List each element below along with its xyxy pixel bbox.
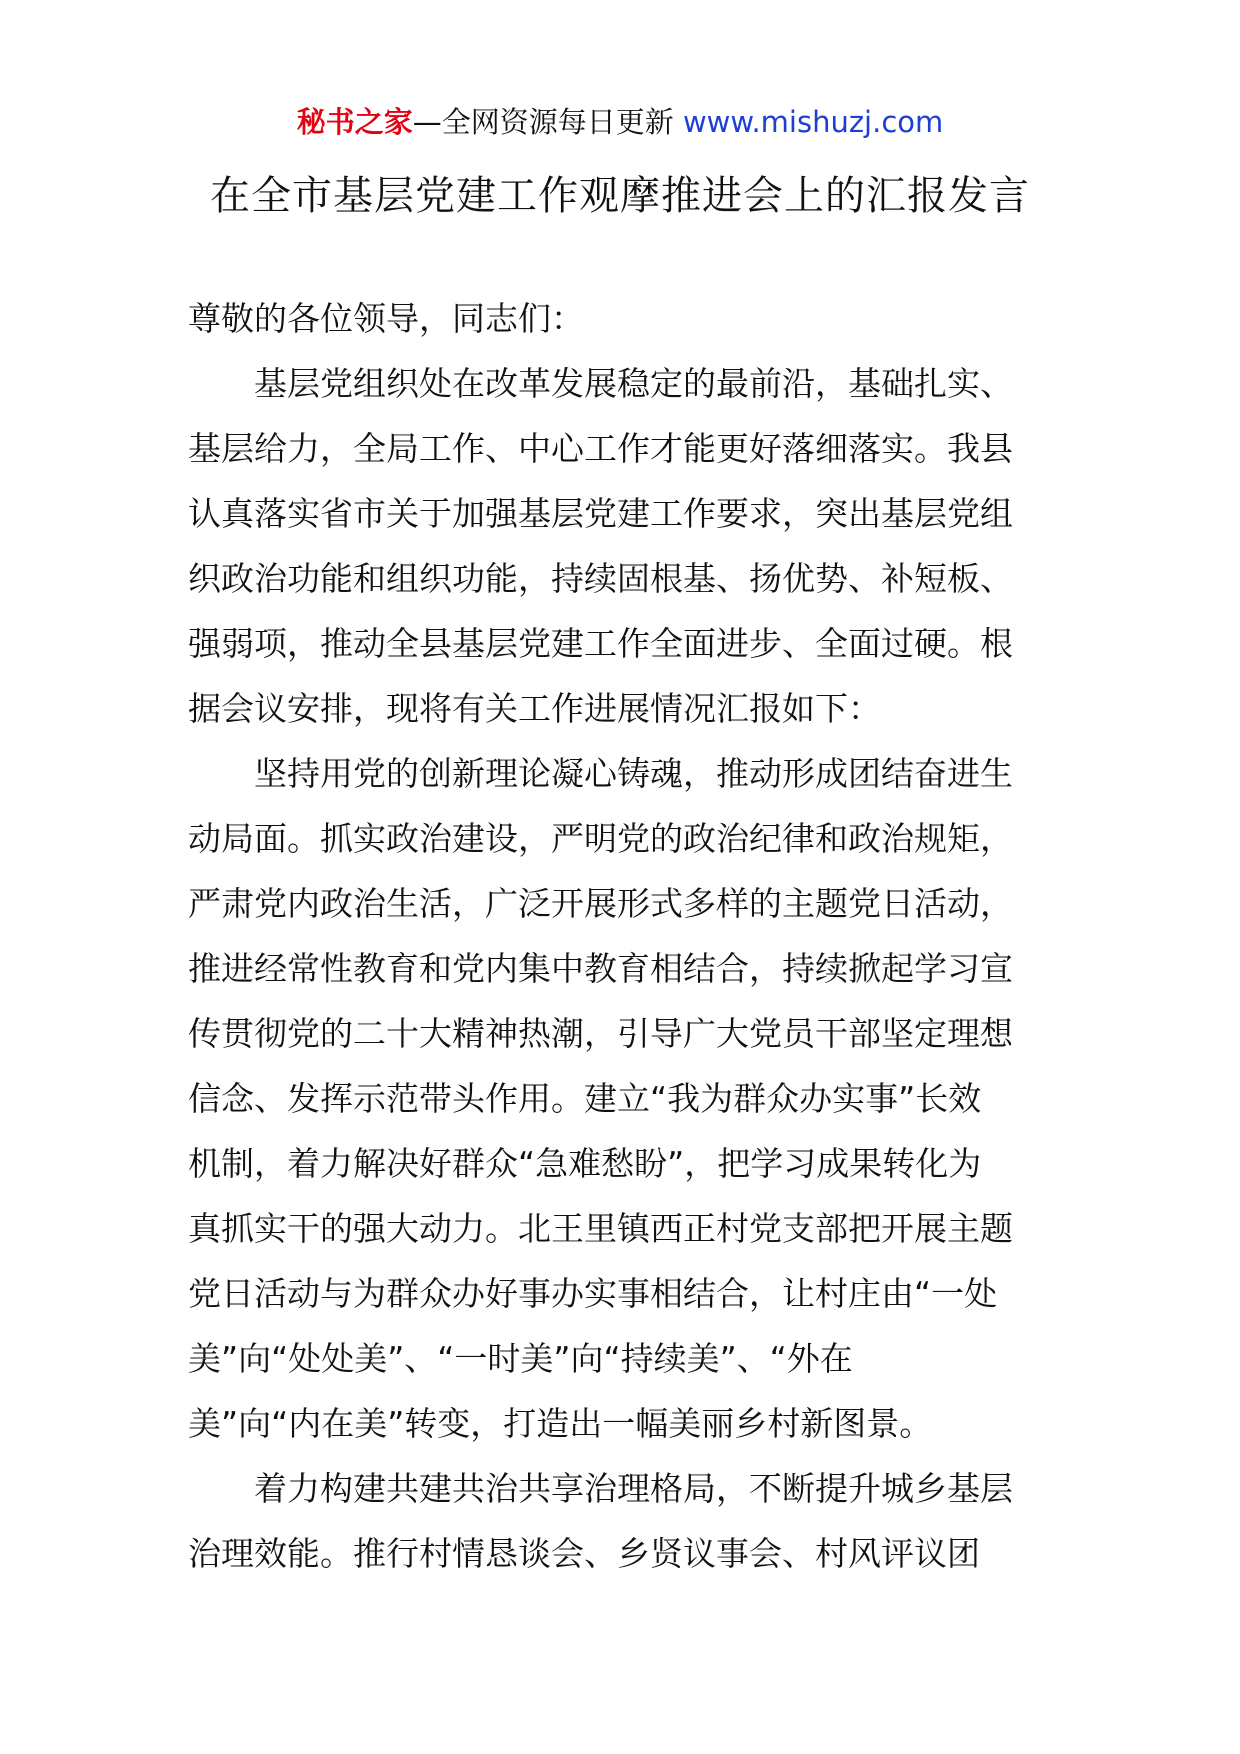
text-line: 织政治功能和组织功能，持续固根基、扬优势、补短板、	[188, 559, 1013, 598]
salutation-line: 尊敬的各位领导，同志们：	[188, 299, 584, 338]
text-line: 机制，着力解决好群众“急难愁盼”，把学习成果转化为	[188, 1144, 982, 1183]
text-line: 动局面。抓实政治建设，严明党的政治纪律和政治规矩，	[188, 819, 1013, 858]
text-line: 基层给力，全局工作、中心工作才能更好落细落实。我县	[188, 429, 1013, 468]
text-line: 着力构建共建共治共享治理格局，不断提升城乡基层	[188, 1469, 1013, 1508]
document-title: 在全市基层党建工作观摩推进会上的汇报发言	[210, 173, 1030, 219]
text-line: 美”向“处处美”、“一时美”向“持续美”、“外在	[188, 1339, 853, 1378]
text-line: 基层党组织处在改革发展稳定的最前沿，基础扎实、	[188, 364, 1013, 403]
text-line: 据会议安排，现将有关工作进展情况汇报如下：	[188, 689, 881, 728]
site-header	[0, 102, 1240, 142]
text-line: 强弱项，推动全县基层党建工作全面进步、全面过硬。根	[188, 624, 1013, 663]
text-line: 党日活动与为群众办好事办实事相结合，让村庄由“一处	[188, 1274, 998, 1313]
text-line: 坚持用党的创新理论凝心铸魂，推动形成团结奋进生	[188, 754, 1013, 793]
text-line: 传贯彻党的二十大精神热潮，引导广大党员干部坚定理想	[188, 1014, 1013, 1053]
text-line: 美”向“内在美”转变，打造出一幅美丽乡村新图景。	[188, 1404, 933, 1443]
text-line: 真抓实干的强大动力。北王里镇西正村党支部把开展主题	[188, 1209, 1013, 1248]
site-url-link[interactable]: www.mishuzj.com	[682, 105, 944, 139]
text-line: 认真落实省市关于加强基层党建工作要求，突出基层党组	[188, 494, 1013, 533]
text-line: 推进经常性教育和党内集中教育相结合，持续掀起学习宣	[188, 949, 1013, 988]
document-body	[188, 286, 1058, 1586]
text-line: 治理效能。推行村情恳谈会、乡贤议事会、村风评议团	[188, 1534, 980, 1573]
header-tagline: —全网资源每日更新	[412, 105, 674, 139]
text-line: 严肃党内政治生活，广泛开展形式多样的主题党日活动，	[188, 884, 1013, 923]
text-line: 信念、发挥示范带头作用。建立“我为群众办实事”长效	[188, 1079, 982, 1118]
brand-name: 秘书之家	[296, 105, 413, 139]
